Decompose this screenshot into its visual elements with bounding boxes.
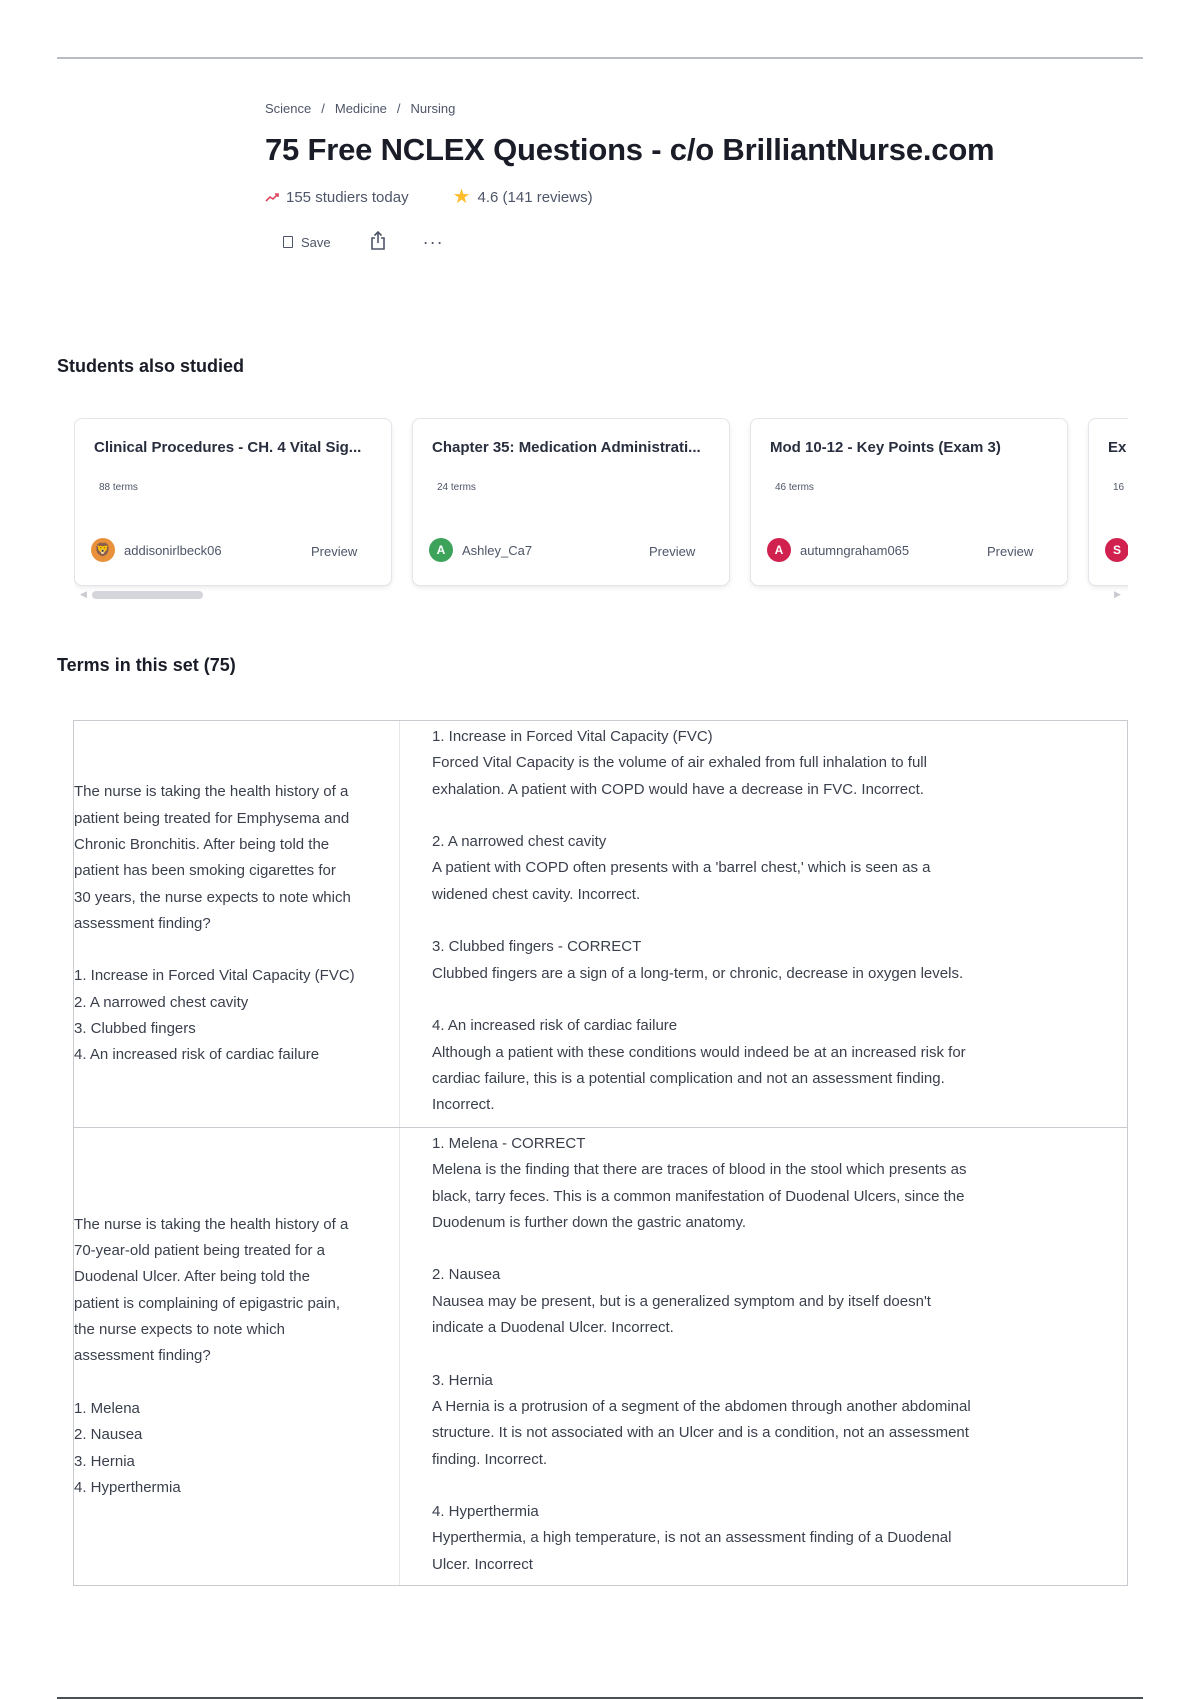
- answer-line: A Hernia is a protrusion of a segment of the abdomen through another abdominal: [432, 1397, 971, 1415]
- study-set-card[interactable]: [74, 418, 392, 586]
- students-also-studied-heading: Students also studied: [57, 356, 245, 376]
- study-set-card[interactable]: [750, 418, 1068, 586]
- card-author-name: Ashley_Ca7: [462, 542, 533, 558]
- card-terms-count: 88 terms: [99, 482, 138, 493]
- study-set-card[interactable]: [412, 418, 730, 586]
- answer-line: Melena is the finding that there are traces of blood in the stool which presents as: [432, 1161, 967, 1179]
- page-title: 75 Free NCLEX Questions - c/o BrilliantNurse.com: [265, 132, 995, 167]
- question-line: The nurse is taking the health history of a: [74, 783, 349, 801]
- question-line: 2. Nausea: [74, 1426, 143, 1444]
- set-actions: [283, 230, 1165, 254]
- studiers-today: [265, 189, 409, 206]
- question-line: 1. Increase in Forced Vital Capacity (FVC): [74, 967, 355, 985]
- term-answer: [400, 721, 1127, 1127]
- answer-line: Clubbed fingers are a sign of a long-term, or chronic, decrease in oxygen levels.: [432, 964, 964, 982]
- share-icon: [369, 231, 387, 254]
- question-line: Duodenal Ulcer. After being told the: [74, 1268, 310, 1286]
- answer-line: exhalation. A patient with COPD would have a decrease in FVC. Incorrect.: [432, 780, 924, 798]
- card-title: Clinical Procedures - CH. 4 Vital Sig...: [94, 439, 362, 456]
- avatar: A: [429, 538, 453, 562]
- answer-line: 4. Hyperthermia: [432, 1503, 539, 1521]
- term-row: [74, 721, 1127, 1128]
- preview-button[interactable]: Preview: [987, 544, 1034, 559]
- line-gap: [432, 1341, 1107, 1367]
- term-question: [74, 721, 400, 1127]
- question-line: 2. A narrowed chest cavity: [74, 993, 249, 1011]
- rating-text: 4.6 (141 reviews): [477, 188, 593, 206]
- star-icon: ★: [452, 186, 471, 208]
- studiers-today-text: 155 studiers today: [286, 188, 409, 206]
- line-gap: [432, 1473, 1107, 1499]
- avatar: 🦁: [91, 538, 115, 562]
- term-row: [74, 1128, 1127, 1585]
- breadcrumb-item-science[interactable]: Science: [265, 100, 312, 116]
- card-terms-count: 46 terms: [775, 482, 814, 493]
- card-title: Chapter 35: Medication Administrati...: [432, 439, 701, 456]
- question-line: assessment finding?: [74, 914, 211, 932]
- avatar: S: [1105, 538, 1128, 562]
- term-answer: [400, 1128, 1127, 1585]
- answer-line: widened chest cavity. Incorrect.: [432, 885, 641, 903]
- line-gap: [432, 1236, 1107, 1262]
- scrollbar-thumb[interactable]: [92, 591, 203, 599]
- breadcrumb: [265, 98, 1165, 118]
- question-line: 4. An increased risk of cardiac failure: [74, 1046, 320, 1064]
- bookmark-icon: [283, 236, 293, 248]
- question-line: 3. Hernia: [74, 1452, 135, 1470]
- answer-line: Incorrect.: [432, 1096, 495, 1114]
- answer-line: Ulcer. Incorrect: [432, 1555, 533, 1573]
- carousel-scrollbar[interactable]: [80, 591, 1120, 599]
- card-author[interactable]: [91, 538, 222, 562]
- answer-line: Although a patient with these conditions would indeed be at an increased risk for: [432, 1043, 966, 1061]
- answer-line: Duodenum is further down the gastric anatomy.: [432, 1213, 747, 1231]
- top-divider: [57, 57, 1143, 59]
- question-line: patient being treated for Emphysema and: [74, 809, 350, 827]
- card-author-name: autumngraham065: [800, 542, 910, 558]
- set-header: [265, 98, 1165, 254]
- answer-line: finding. Incorrect.: [432, 1450, 548, 1468]
- avatar: A: [767, 538, 791, 562]
- scroll-left-arrow-icon[interactable]: ◀: [80, 589, 87, 599]
- answer-line: Forced Vital Capacity is the volume of air exhaled from full inhalation to full: [432, 754, 927, 772]
- answer-line: cardiac failure, this is a potential complication and not an assessment finding.: [432, 1069, 945, 1087]
- study-set-card[interactable]: [1088, 418, 1128, 586]
- line-gap: [74, 1370, 391, 1396]
- question-line: Chronic Bronchitis. After being told the: [74, 835, 330, 853]
- breadcrumb-item-nursing[interactable]: Nursing: [410, 100, 456, 116]
- preview-button[interactable]: Preview: [649, 544, 696, 559]
- scroll-right-arrow-icon[interactable]: ▶: [1114, 589, 1121, 599]
- answer-line: 2. Nausea: [432, 1266, 501, 1284]
- card-title: Ex: [1108, 439, 1127, 456]
- set-stats: [265, 186, 1165, 208]
- line-gap: [432, 803, 1107, 829]
- save-button-label: Save: [301, 234, 331, 250]
- card-terms-count: 24 terms: [437, 482, 476, 493]
- bottom-divider: [57, 1697, 1143, 1699]
- preview-button[interactable]: Preview: [311, 544, 358, 559]
- card-author[interactable]: [767, 538, 909, 562]
- more-icon: ···: [422, 232, 444, 252]
- answer-line: 1. Melena - CORRECT: [432, 1135, 586, 1152]
- question-line: 3. Clubbed fingers: [74, 1020, 196, 1038]
- more-options-button[interactable]: [423, 233, 444, 251]
- answer-line: structure. It is not associated with an Ulcer and is a condition, not an assessment: [432, 1424, 969, 1442]
- save-button[interactable]: [283, 235, 331, 250]
- also-studied-carousel: [74, 418, 1128, 598]
- question-line: 30 years, the nurse expects to note which: [74, 888, 351, 906]
- card-terms-count: 16: [1113, 482, 1125, 493]
- breadcrumb-separator: /: [396, 100, 401, 116]
- line-gap: [432, 908, 1107, 934]
- share-button[interactable]: [369, 231, 387, 254]
- answer-line: Hyperthermia, a high temperature, is not an assessment finding of a Duodenal: [432, 1529, 952, 1547]
- answer-line: A patient with COPD often presents with a 'barrel chest,' which is seen as a: [432, 859, 931, 877]
- trending-up-icon: [265, 190, 279, 205]
- answer-line: Nausea may be present, but is a generalized symptom and by itself doesn't: [432, 1292, 931, 1310]
- question-line: assessment finding?: [74, 1347, 211, 1365]
- question-line: patient has been smoking cigarettes for: [74, 862, 336, 880]
- answer-line: 3. Hernia: [432, 1371, 493, 1389]
- question-line: 1. Melena: [74, 1399, 140, 1417]
- answer-line: indicate a Duodenal Ulcer. Incorrect.: [432, 1319, 674, 1337]
- card-author[interactable]: [429, 538, 532, 562]
- question-line: 70-year-old patient being treated for a: [74, 1242, 325, 1260]
- card-author-name: addisonirlbeck06: [124, 542, 222, 558]
- terms-heading: Terms in this set (75): [57, 655, 236, 675]
- answer-line: 3. Clubbed fingers - CORRECT: [432, 938, 642, 956]
- line-gap: [74, 937, 391, 963]
- answer-line: black, tarry feces. This is a common manifestation of Duodenal Ulcers, since the: [432, 1187, 965, 1205]
- card-title: Mod 10-12 - Key Points (Exam 3): [770, 439, 1001, 456]
- terms-list: [73, 720, 1128, 1586]
- card-author[interactable]: [1105, 538, 1128, 562]
- question-line: 4. Hyperthermia: [74, 1478, 181, 1496]
- answer-line: 1. Increase in Forced Vital Capacity (FVC): [432, 728, 713, 745]
- breadcrumb-separator: /: [321, 100, 325, 116]
- term-question: [74, 1128, 400, 1585]
- question-line: The nurse is taking the health history of a: [74, 1215, 349, 1233]
- rating[interactable]: [453, 187, 593, 207]
- answer-line: 4. An increased risk of cardiac failure: [432, 1017, 678, 1035]
- question-line: the nurse expects to note which: [74, 1321, 285, 1339]
- breadcrumb-item-medicine[interactable]: Medicine: [334, 100, 387, 116]
- answer-line: 2. A narrowed chest cavity: [432, 833, 607, 851]
- line-gap: [432, 987, 1107, 1013]
- question-line: patient is complaining of epigastric pain,: [74, 1294, 340, 1312]
